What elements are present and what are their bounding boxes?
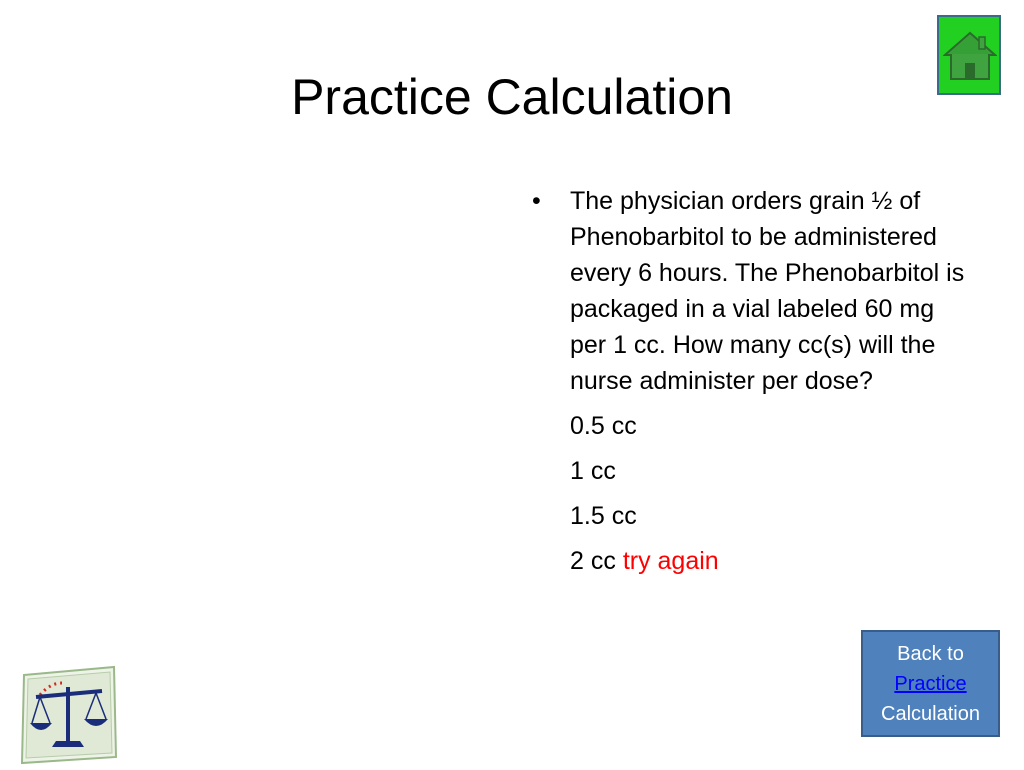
bullet-marker: • — [532, 187, 541, 215]
question-block — [532, 183, 972, 579]
question-text: The physician orders grain ½ of Phenobarbitol to be administered every 6 hours. The Phenobarbitol is packaged in a vial labeled 60 mg per 1 cc. How many cc(s) will the nurse administer per dose? — [570, 187, 965, 395]
balance-scale-icon — [18, 665, 118, 765]
answer-label: 2 cc — [570, 547, 616, 575]
balance-scale-logo — [18, 665, 118, 765]
home-button[interactable] — [937, 15, 1001, 95]
try-again-feedback: try again — [622, 547, 719, 575]
back-button-line3: Calculation — [881, 703, 980, 725]
house-icon — [943, 31, 997, 83]
answer-option-2cc[interactable] — [570, 543, 972, 579]
back-to-practice-button[interactable] — [861, 630, 1000, 737]
practice-link[interactable]: Practice — [894, 673, 967, 695]
slide-title: Practice Calculation — [291, 69, 733, 125]
answer-option-0-5cc[interactable]: 0.5 cc — [570, 412, 637, 440]
answer-option-1cc[interactable]: 1 cc — [570, 457, 616, 485]
answer-option-1-5cc[interactable]: 1.5 cc — [570, 502, 637, 530]
answer-list — [570, 408, 972, 579]
back-button-line1: Back to — [897, 643, 964, 665]
